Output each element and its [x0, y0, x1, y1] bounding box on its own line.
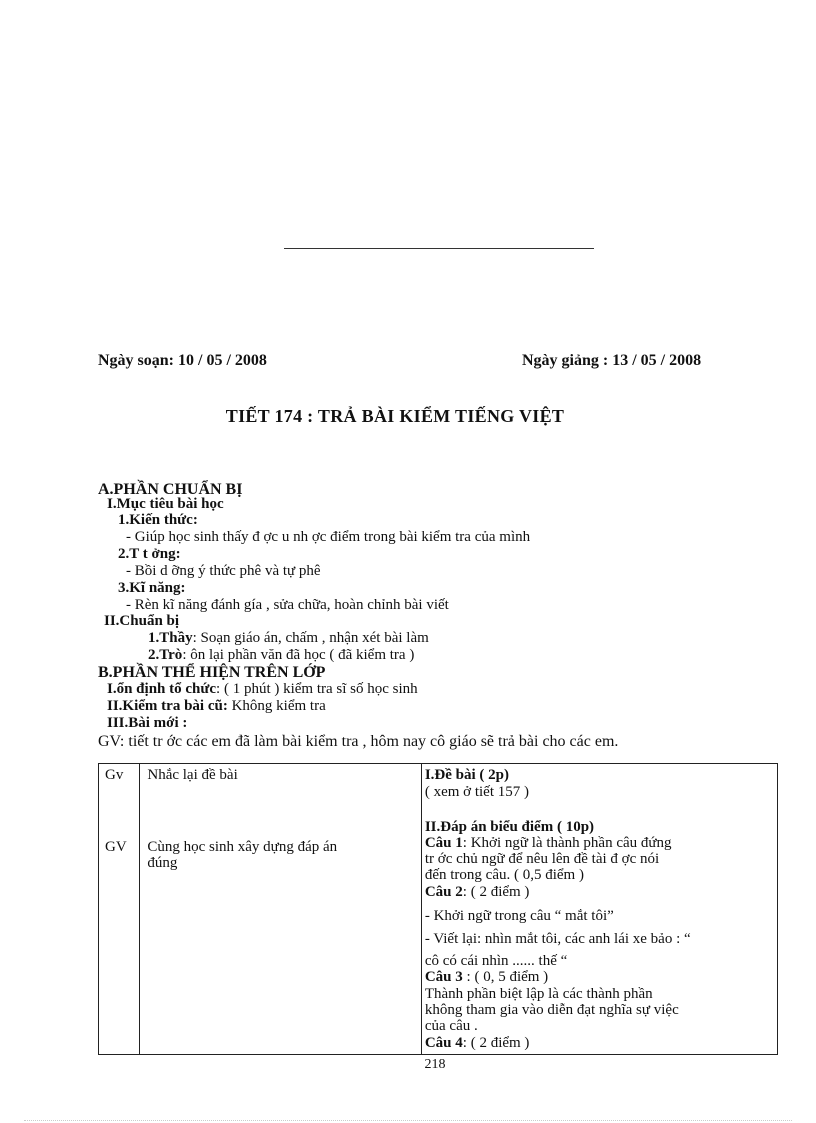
exam-heading: I.Đề bài ( 2p)	[424, 767, 510, 783]
q2-line	[425, 884, 530, 900]
skills-heading: 3.Kĩ năng:	[118, 580, 186, 596]
q3-text: : ( 0, 5 điểm )	[462, 969, 549, 985]
new-lesson-colon: :	[178, 715, 188, 731]
student-text: : ôn lại phần văn đã học ( đã kiểm tra )	[182, 647, 415, 663]
row2-role: GV	[105, 839, 127, 855]
q1-line3: đến trong câu. ( 0,5 điểm )	[424, 867, 584, 883]
q3-label: Câu 3	[424, 969, 463, 985]
q1-text: : Khởi ngữ là thành phần câu đứng	[462, 835, 672, 851]
q1-line1	[425, 835, 672, 851]
new-lesson-label: III.Bài mới	[107, 715, 179, 731]
old-lesson-text: Không kiểm tra	[227, 698, 326, 714]
preparation-heading: II.Chuẩn bị	[104, 613, 180, 629]
section-a-heading: A.PHẦN CHUẨN BỊ	[98, 481, 243, 498]
q4-text: : ( 2 điểm )	[462, 1035, 530, 1051]
knowledge-heading: 1.Kiến thức:	[118, 512, 198, 528]
section-b-heading: B.PHẦN THỂ HIỆN TRÊN LỚP	[98, 664, 326, 681]
teacher-text: : Soạn giáo án, chấm , nhận xét bài làm	[192, 630, 429, 646]
q1-line2: tr ớc chủ ngữ để nêu lên đề tài đ ợc nói	[424, 851, 660, 867]
student-preparation	[148, 647, 414, 664]
q2-label: Câu 2	[424, 884, 463, 900]
skills-text: - Rèn kĩ năng đánh gía , sửa chữa, hoàn chỉnh bài viết	[126, 597, 449, 613]
organization-label: I.ổn định tổ chức	[107, 681, 217, 697]
table-row	[99, 764, 778, 1055]
q2-text: : ( 2 điểm )	[462, 884, 530, 900]
knowledge-text: - Giúp học sinh thấy đ ợc u nh ợc điểm trong bài kiểm tra của mình	[126, 529, 531, 545]
exam-reference: ( xem ở tiết 157 )	[424, 784, 530, 800]
q3-line	[425, 969, 548, 985]
role-cell	[99, 764, 140, 1055]
q2-point-c: cô có cái nhìn ...... thế “	[424, 953, 568, 969]
row1-role: Gv	[105, 767, 124, 783]
objectives-heading: I.Mục tiêu bài học	[107, 496, 224, 512]
date-taught: Ngày giảng : 13 / 05 / 2008	[522, 352, 702, 369]
teacher-preparation	[148, 630, 429, 647]
new-lesson-line	[107, 715, 187, 732]
q3-line2: không tham gia vào diễn đạt nghĩa sự việc	[424, 1002, 679, 1018]
answer-key-heading: II.Đáp án biểu điểm ( 10p)	[424, 819, 595, 835]
page-number: 218	[424, 1057, 446, 1072]
q1-label: Câu 1	[424, 835, 463, 851]
teacher-label: 1.Thầy	[148, 630, 193, 646]
activity-cell	[140, 764, 421, 1055]
q4-label: Câu 4	[424, 1035, 463, 1051]
attitude-heading: 2.T t ởng:	[118, 546, 181, 562]
q3-line3: của câu .	[424, 1018, 478, 1034]
q2-point-a: - Khởi ngữ trong câu “ mắt tôi”	[424, 908, 614, 924]
intro-text: GV: tiết tr ớc các em đã làm bài kiểm tra , hôm nay cô giáo sẽ trả bài cho các em.	[98, 733, 619, 750]
row1-activity: Nhắc lại đề bài	[147, 767, 238, 783]
q2-point-b: - Viết lại: nhìn mắt tôi, các anh lái xe bảo : “	[424, 931, 691, 947]
student-label: 2.Trò	[148, 647, 183, 663]
attitude-text: - Bồi d ỡng ý thức phê và tự phê	[126, 563, 321, 579]
lesson-title: TIẾT 174 : TRẢ BÀI KIỂM TIẾNG VIỆT	[225, 406, 565, 426]
content-cell	[421, 764, 777, 1055]
row2-activity-line1: Cùng học sinh xây dựng đáp án	[147, 839, 338, 855]
header-rule	[284, 248, 594, 249]
old-lesson-line	[107, 698, 326, 715]
q3-line1: Thành phần biệt lập là các thành phần	[424, 986, 653, 1002]
old-lesson-label: II.Kiểm tra bài cũ:	[107, 698, 228, 714]
row2-activity-line2: đúng	[147, 855, 178, 871]
organization-line	[107, 681, 418, 698]
date-line	[98, 352, 748, 374]
date-prepared: Ngày soạn: 10 / 05 / 2008	[98, 352, 267, 369]
lesson-table	[98, 763, 778, 1055]
organization-text: : ( 1 phút ) kiểm tra sĩ số học sinh	[216, 681, 418, 697]
page-bottom-divider	[24, 1120, 792, 1121]
q4-line	[425, 1035, 530, 1051]
